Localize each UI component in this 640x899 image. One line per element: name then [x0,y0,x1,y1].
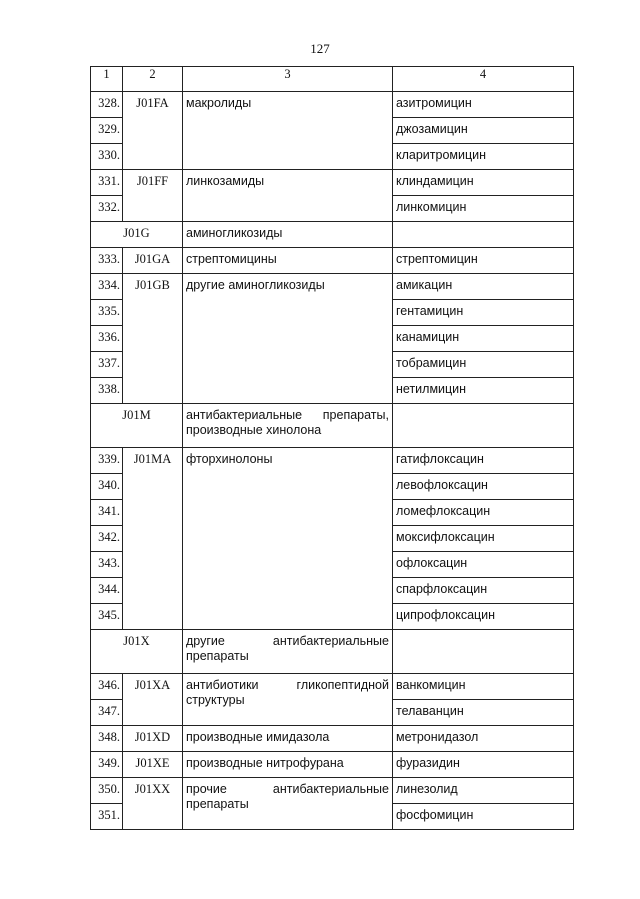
group-description: производные имидазола [183,726,393,752]
row-number: 346. [91,674,123,700]
group-description: линкозамиды [183,170,393,222]
group-row [91,404,574,448]
drug-name: фуразидин [393,752,574,778]
row-number: 335. [91,300,123,326]
drug-name: линезолид [393,778,574,804]
group-description: макролиды [183,92,393,170]
drug-classification-table [90,66,574,830]
group-description: антибактериальные препараты, производные хинолона [183,404,393,448]
drug-name: кларитромицин [393,144,574,170]
column-header: 3 [183,67,393,92]
drug-name: телаванцин [393,700,574,726]
row-number: 328. [91,92,123,118]
drug-name: офлоксацин [393,552,574,578]
row-number: 338. [91,378,123,404]
row-number: 337. [91,352,123,378]
row-number: 336. [91,326,123,352]
row-number: 332. [91,196,123,222]
drug-name: амикацин [393,274,574,300]
atc-code: J01XD [123,726,183,752]
drug-name: стрептомицин [393,248,574,274]
drug-name: фосфомицин [393,804,574,830]
drug-name: ломефлоксацин [393,500,574,526]
drug-name: линкомицин [393,196,574,222]
atc-code: J01FF [123,170,183,222]
atc-code: J01GB [123,274,183,404]
group-description: производные нитрофурана [183,752,393,778]
row-number: 345. [91,604,123,630]
row-number: 329. [91,118,123,144]
drug-name: гентамицин [393,300,574,326]
drug-name: моксифлоксацин [393,526,574,552]
atc-group-code: J01X [91,630,183,674]
drug-name: азитромицин [393,92,574,118]
group-description: фторхинолоны [183,448,393,630]
atc-code: J01XE [123,752,183,778]
table-row [91,170,574,196]
row-number: 347. [91,700,123,726]
row-number: 344. [91,578,123,604]
atc-code: J01MA [123,448,183,630]
group-description: стрептомицины [183,248,393,274]
group-description: прочие антибактериальные препараты [183,778,393,830]
table-row [91,674,574,700]
atc-group-code: J01M [91,404,183,448]
page-number: 127 [310,41,330,56]
column-header: 4 [393,67,574,92]
atc-code: J01GA [123,248,183,274]
row-number: 334. [91,274,123,300]
table-row [91,778,574,804]
group-row [91,222,574,248]
group-description: аминогликозиды [183,222,393,248]
row-number: 330. [91,144,123,170]
row-number: 333. [91,248,123,274]
drug-name [393,630,574,674]
drug-name: клиндамицин [393,170,574,196]
table-row [91,752,574,778]
row-number: 341. [91,500,123,526]
table-header-row [91,67,574,92]
atc-code: J01XA [123,674,183,726]
group-description: антибиотики гликопептидной структуры [183,674,393,726]
atc-group-code: J01G [91,222,183,248]
group-description: другие аминогликозиды [183,274,393,404]
drug-name: спарфлоксацин [393,578,574,604]
drug-name: левофлоксацин [393,474,574,500]
table-row [91,726,574,752]
table-row [91,248,574,274]
row-number: 351. [91,804,123,830]
row-number: 343. [91,552,123,578]
drug-name [393,404,574,448]
drug-name: метронидазол [393,726,574,752]
row-number: 331. [91,170,123,196]
drug-name: тобрамицин [393,352,574,378]
drug-name: нетилмицин [393,378,574,404]
row-number: 339. [91,448,123,474]
column-header: 2 [123,67,183,92]
table-row [91,274,574,300]
row-number: 348. [91,726,123,752]
atc-code: J01FA [123,92,183,170]
drug-name: ванкомицин [393,674,574,700]
drug-name [393,222,574,248]
table-row [91,92,574,118]
row-number: 342. [91,526,123,552]
table-row [91,448,574,474]
drug-name: джозамицин [393,118,574,144]
group-description: другие антибактериальные препараты [183,630,393,674]
atc-code: J01XX [123,778,183,830]
row-number: 349. [91,752,123,778]
group-row [91,630,574,674]
drug-name: ципрофлоксацин [393,604,574,630]
row-number: 340. [91,474,123,500]
drug-name: канамицин [393,326,574,352]
row-number: 350. [91,778,123,804]
drug-name: гатифлоксацин [393,448,574,474]
column-header: 1 [91,67,123,92]
